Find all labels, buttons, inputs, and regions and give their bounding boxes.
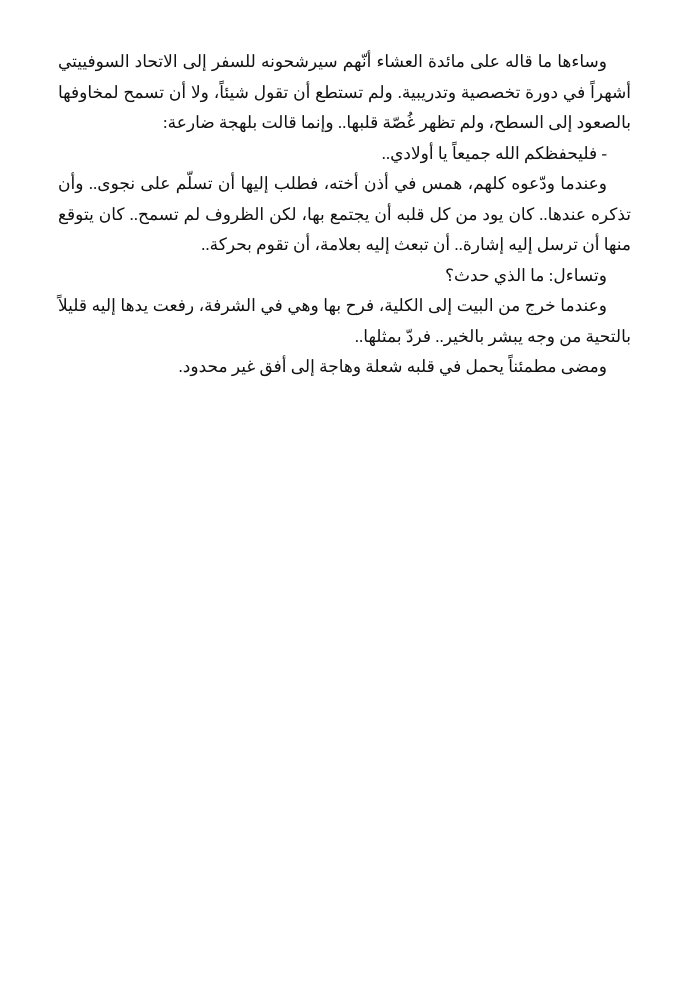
paragraph-2-dialogue: - فليحفظكم الله جميعاً يا أولادي.. [381,143,607,163]
document-body [58,47,631,383]
paragraph-3: وعندما ودّعوه كلهم، همس في أذن أخته، فطلب إليها أن تسلّم على نجوى.. وأن تذكره عندها.. كان يود من كل قلبه أن يجتمع بها، لكن الظروف لم تسمح.. كان يتوقع منها أن ترسل إليه إشارة.. أن تبعث إليه بعلامة، أن تقوم بحركة.. [58,174,631,254]
paragraph-5: وعندما خرج من البيت إلى الكلية، فرح بها وهي في الشرفة، رفعت يدها إليه قليلاً بالتحية من وجه يبشر بالخير.. فردّ بمثلها.. [58,296,631,346]
paragraph-4: وتساءل: ما الذي حدث؟ [445,265,607,285]
paragraph-1: وساءها ما قاله على مائدة العشاء أنّهم سيرشحونه للسفر إلى الاتحاد السوفييتي أشهراً في دورة تخصصية وتدريبية. ولم تستطع أن تقول شيئاً، ولا أن تسمح لمخاوفها بالصعود إلى السطح، ولم تظهر غُصّة قلبها.. وإنما قالت بلهجة ضارعة: [58,52,631,132]
paragraph-6: ومضى مطمئناً يحمل في قلبه شعلة وهاجة إلى أفق غير محدود. [178,357,607,376]
